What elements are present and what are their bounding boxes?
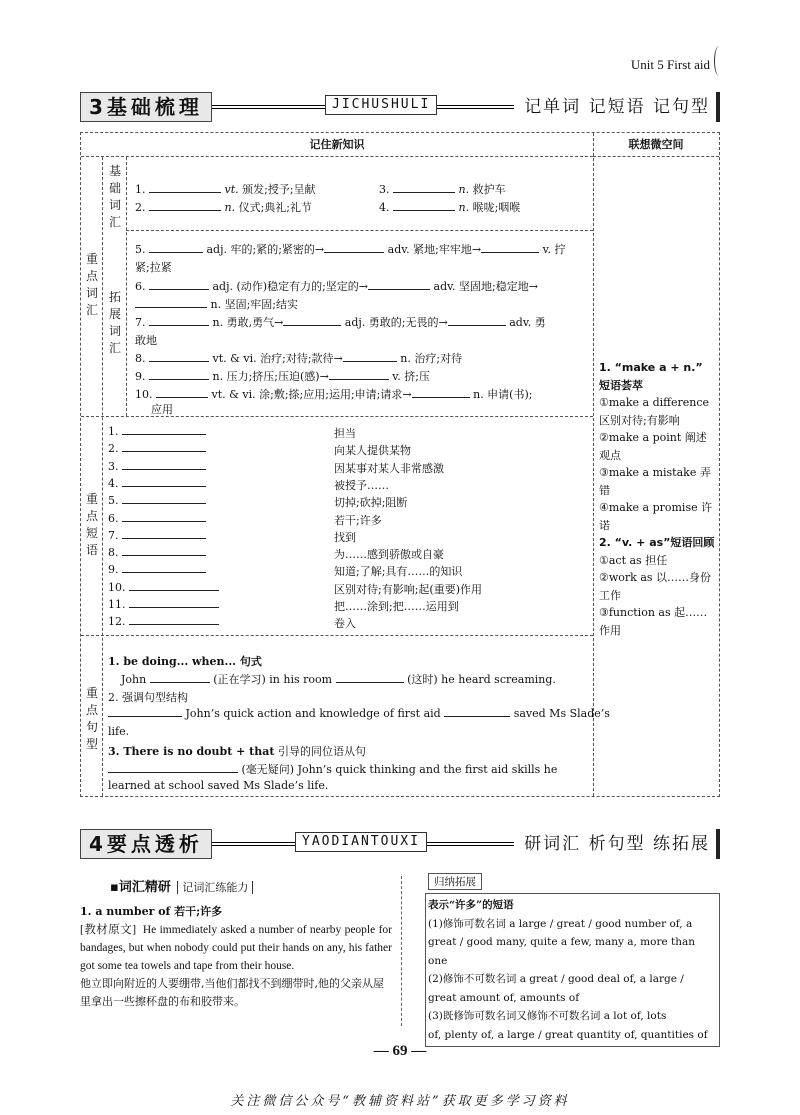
vocab-item-1 <box>80 903 392 1011</box>
label-key-vocab: 重点词汇 <box>85 252 98 317</box>
ext-vocab-8: 8. vt. & vi. 治疗;对待;款待→ n. 治疗;对待 <box>135 352 463 365</box>
vocab-item-title: 1. a number of 若干;许多 <box>80 905 223 918</box>
summary-line: great / good many, quite a few, many a, more than one <box>428 936 696 967</box>
label-key-sentences: 重点句型 <box>85 686 98 751</box>
vocab-study-tag: 记词汇练能力 <box>177 881 253 894</box>
ext-vocab-5-cont: 紧;拉紧 <box>135 261 172 274</box>
summary-line: (1)修饰可数名词 a large / great / good number of, a <box>428 917 693 930</box>
col-main-header: 记住新知识 <box>81 133 593 157</box>
ext-vocab-7-cont: 敢地 <box>135 334 157 347</box>
label-ext-vocab: 拓展词汇 <box>108 290 121 355</box>
phrase-meaning-9: 知道;了解;具有……的知识 <box>334 565 463 579</box>
ext-vocab-7: 7. n. 勇敢,勇气→ adj. 勇敢的;无畏的→ adv. 勇 <box>135 316 546 329</box>
section3-right-title: 记单词 记短语 记句型 <box>514 92 720 122</box>
sentence-3-cont: learned at school saved Ms Slade’s life. <box>108 779 329 792</box>
phrase-blank-6: 6. <box>108 512 206 525</box>
phrase-meaning-8: 为……感到骄傲或自豪 <box>334 548 444 562</box>
summary-box <box>425 873 720 1047</box>
phrase-blank-2: 2. <box>108 442 206 455</box>
ext-vocab-10: 10. vt. & vi. 涂;敷;搽;应用;运用;申请;请求→ n. 申请(书); <box>135 388 533 401</box>
running-head: Unit 5 First aid <box>630 57 710 72</box>
phrase-blank-5: 5. <box>108 494 206 507</box>
bookmark-icon: ▪ <box>110 880 119 895</box>
column-divider <box>401 876 402 1026</box>
summary-line: great amount of, amounts of <box>428 991 580 1004</box>
phrase-meaning-7: 找到 <box>334 530 356 544</box>
sentence-2-title: 2. 强调句型结构 <box>108 691 188 704</box>
page-number: — 69 — <box>373 1043 427 1059</box>
phrase-meaning-2: 向某人提供某物 <box>334 444 411 458</box>
phrase-meaning-11: 把……涂到;把……运用到 <box>334 600 459 613</box>
summary-tag: 归纳拓展 <box>428 873 482 890</box>
ext-vocab-6-cont: n. 坚固;牢固;结实 <box>135 296 298 312</box>
phrase-meaning-1: 担当 <box>334 427 356 440</box>
basic-vocab-4: 4. n. 喉咙;咽喉 <box>379 201 521 214</box>
section4-title: 4要点透析 <box>80 829 212 859</box>
sentence-1-title: 1. be doing... when... 句式 <box>108 655 262 668</box>
phrase-blank-10: 10. <box>108 581 219 594</box>
label-key-phrases: 重点短语 <box>85 492 98 557</box>
phrase-blank-3: 3. <box>108 460 206 473</box>
phrase-blank-12: 12. <box>108 615 219 628</box>
side-item: ②make a point 阐述观点 <box>599 431 707 462</box>
label-basic-vocab: 基础词汇 <box>108 164 121 229</box>
phrase-blank-8: 8. <box>108 546 206 559</box>
side-item: ④make a promise 许诺 <box>599 501 713 532</box>
summary-heading: 表示“许多”的短语 <box>428 899 514 911</box>
col-side-header: 联想微空间 <box>593 133 719 157</box>
side-item: ③function as 起……作用 <box>599 606 708 637</box>
side-heading-2: 2. “v. + as”短语回顾 <box>599 536 715 549</box>
section3-title: 3基础梳理 <box>80 92 212 122</box>
phrase-blank-9: 9. <box>108 563 206 576</box>
footer-note: 关注微信公众号“教辅资料站”获取更多学习资料 <box>230 1094 570 1109</box>
sentence-2-line: John’s quick action and knowledge of first aid saved Ms Slade’s <box>108 707 610 720</box>
phrase-blank-7: 7. <box>108 529 206 542</box>
ext-vocab-10-cont: 应用 <box>151 403 173 416</box>
side-heading-1: 1. “make a + n.” 短语荟萃 <box>599 361 703 392</box>
ext-vocab-6: 6. adj. (动作)稳定有力的;坚定的→ adv. 坚固地;稳定地→ <box>135 280 538 293</box>
sentence-1-line: John (正在学习) in his room (这时) he heard screaming. <box>121 673 556 686</box>
phrase-meaning-5: 切掉;砍掉;阻断 <box>334 496 408 510</box>
side-item: ①act as 担任 <box>599 553 668 567</box>
summary-content <box>425 893 720 1047</box>
section4-right-title: 研词汇 析句型 练拓展 <box>514 829 720 859</box>
knowledge-table <box>80 132 720 797</box>
section4-pinyin: YAODIANTOUXI <box>295 832 427 852</box>
phrase-blank-1: 1. <box>108 425 206 438</box>
sentence-3-title: 3. There is no doubt + that 引导的同位语从句 <box>108 745 366 758</box>
phrase-meaning-4: 被授予…… <box>334 478 389 492</box>
ext-vocab-9: 9. n. 压力;挤压;压迫(感)→ v. 挤;压 <box>135 370 430 383</box>
phrase-blank-11: 11. <box>108 598 219 611</box>
phrase-meaning-10: 区别对待;有影响;起(重要)作用 <box>334 582 482 596</box>
summary-line: (2)修饰不可数名词 a great / good deal of, a large / <box>428 973 684 985</box>
section4-banner <box>80 829 720 859</box>
ext-vocab-5: 5. adj. 牢的;紧的;紧密的→ adv. 紧地;牢牢地→ v. 拧 <box>135 243 566 256</box>
phrase-meaning-6: 若干;许多 <box>334 513 382 527</box>
quote-translation: 他立即向附近的人要绷带,当他们都找不到绷带时,他的父亲从屋里拿出一些擦杯盘的布和胶带来。 <box>80 977 384 1008</box>
sentence-2-cont: life. <box>108 725 130 738</box>
basic-vocab-3: 3. n. 救护车 <box>379 183 506 196</box>
section3-banner <box>80 92 720 122</box>
side-notes <box>599 359 717 639</box>
basic-vocab-2: 2. n. 仪式;典礼;礼节 <box>135 201 313 214</box>
basic-vocab-1: 1. vt. 颁发;授予;呈献 <box>135 183 316 196</box>
page-corner-curve <box>714 46 724 76</box>
textbook-quote: [教材原文] He immediately asked a number of nearby people for bandages, but when nobody could put their hands on any, his father got some tea towels and tape from their house. <box>80 924 392 972</box>
summary-line: (3)既修饰可数名词又修饰不可数名词 a lot of, lots <box>428 1010 667 1022</box>
sentence-3-line: (毫无疑问) John’s quick thinking and the first aid skills he <box>108 761 557 777</box>
phrase-meaning-12: 卷入 <box>334 617 356 631</box>
phrase-meaning-3: 因某事对某人非常感激 <box>334 461 444 475</box>
section3-pinyin: JICHUSHULI <box>325 95 437 115</box>
side-item: ②work as 以……身份工作 <box>599 571 712 602</box>
vocab-study-heading: ▪词汇精研 记词汇练能力 <box>110 876 253 895</box>
phrase-blank-4: 4. <box>108 477 206 490</box>
summary-line: of, plenty of, a large / great quantity of, quantities of <box>428 1028 708 1041</box>
side-item: ③make a mistake 弄错 <box>599 466 711 497</box>
side-item: ①make a difference 区别对待;有影响 <box>599 396 709 427</box>
